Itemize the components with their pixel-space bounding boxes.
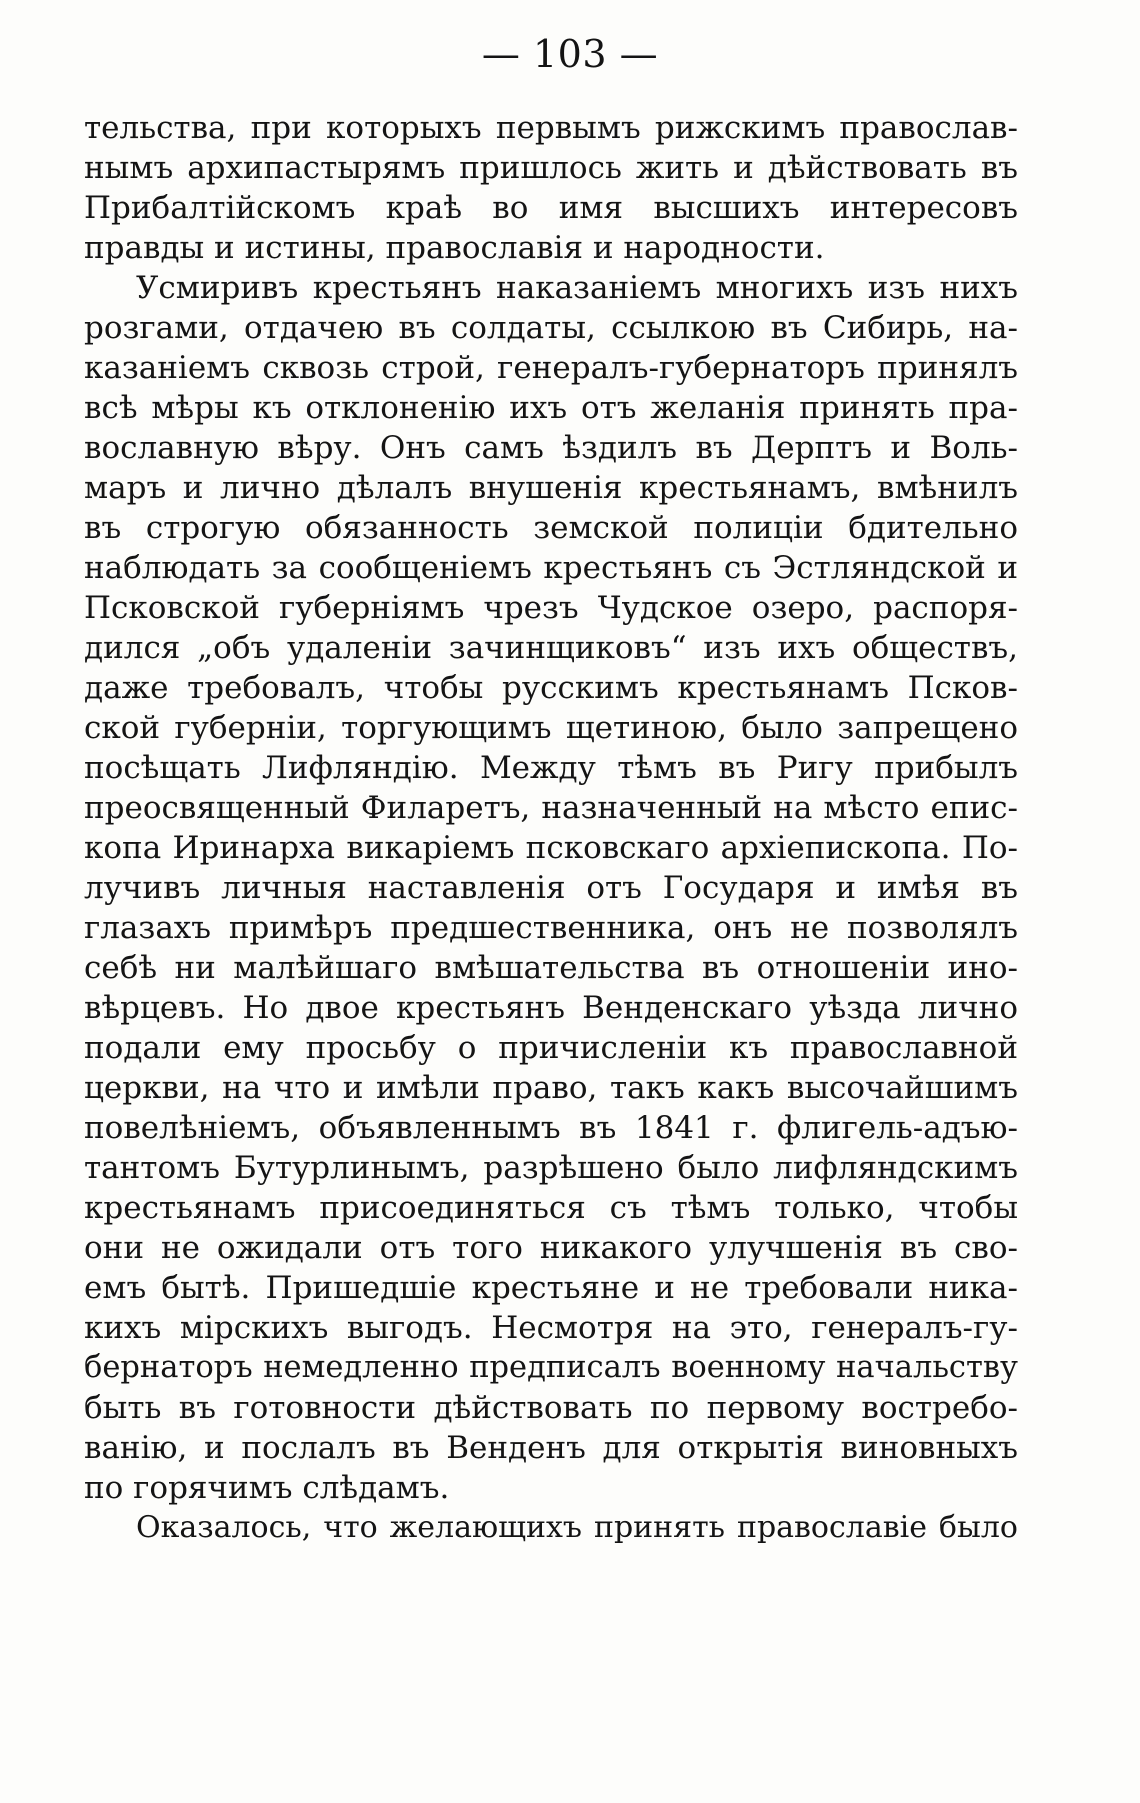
text-line: Усмиривъ крестьянъ наказанiемъ многихъ изъ нихъ <box>136 270 1018 306</box>
text-line: емъ бытѣ. Пришедшiе крестьяне и не требовали ника- <box>84 1270 1018 1306</box>
text-line: себѣ ни малѣйшаго вмѣшательства въ отношенiи ино- <box>84 950 1018 986</box>
text-line: всѣ мѣры къ отклоненiю ихъ отъ желанiя принять пра- <box>84 390 1018 426</box>
text-line: преосвященный Филаретъ, назначенный на мѣсто епис- <box>84 790 1018 826</box>
text-line: наблюдать за сообщенiемъ крестьянъ съ Эстляндской и <box>84 550 1018 586</box>
text-line: ской губернiи, торгующимъ щетиною, было запрещено <box>84 710 1018 746</box>
text-line: дился „объ удаленiи зачинщиковъ“ изъ ихъ обществъ, <box>84 630 1018 666</box>
text-line: вославную вѣру. Онъ самъ ѣздилъ въ Дерптъ и Воль- <box>84 430 1018 466</box>
paragraph-2 <box>84 268 1018 1508</box>
text-line: вѣрцевъ. Но двое крестьянъ Венденскаго уѣзда лично <box>84 990 1018 1026</box>
text-line: бернаторъ немедленно предписалъ военному начальству <box>84 1350 1018 1385</box>
page-number-header: — 103 — <box>481 32 659 76</box>
text-line: быть въ готовности дѣйствовать по первому востребо- <box>84 1390 1018 1426</box>
text-line: посѣщать Лифляндiю. Между тѣмъ въ Ригу прибылъ <box>84 750 1018 786</box>
text-line: маръ и лично дѣлалъ внушенiя крестьянамъ, вмѣнилъ <box>84 470 1018 506</box>
text-line: глазахъ примѣръ предшественника, онъ не позволялъ <box>84 910 1018 946</box>
text-line: въ строгую обязанность земской полицiи бдительно <box>84 510 1018 546</box>
text-line: нымъ архипастырямъ пришлось жить и дѣйствовать въ <box>84 150 1018 186</box>
text-line: Прибалтiйскомъ краѣ во имя высшихъ интересовъ <box>84 190 1018 226</box>
text-line: церкви, на что и имѣли право, такъ какъ высочайшимъ <box>84 1070 1018 1106</box>
text-line: правды и истины, православiя и народности. <box>84 230 825 266</box>
text-line: розгами, отдачею въ солдаты, ссылкою въ Сибирь, на- <box>84 310 1018 346</box>
paragraph-3 <box>84 1508 1018 1548</box>
text-line: кихъ мiрскихъ выгодъ. Несмотря на это, генералъ-гу- <box>84 1310 1018 1346</box>
text-line: лучивъ личныя наставленiя отъ Государя и имѣя въ <box>84 870 1018 906</box>
text-line: повелѣнiемъ, объявленнымъ въ 1841 г. флигель-адъю- <box>84 1110 1018 1146</box>
text-line: они не ожидали отъ того никакого улучшенiя въ сво- <box>84 1230 1018 1266</box>
paragraph-1 <box>84 108 1018 268</box>
page-body-text <box>84 108 1018 1548</box>
text-line: Оказалось, что желающихъ принять православiе было <box>136 1510 1018 1545</box>
text-line: копа Иринарха викарiемъ псковскаго архiепископа. По- <box>84 830 1018 866</box>
text-line: по горячимъ слѣдамъ. <box>84 1470 450 1506</box>
text-line: казанiемъ сквозь строй, генералъ-губернаторъ принялъ <box>84 350 1018 386</box>
text-line: даже требовалъ, чтобы русскимъ крестьянамъ Псков- <box>84 670 1018 706</box>
text-line: крестьянамъ присоединяться съ тѣмъ только, чтобы <box>84 1190 1018 1226</box>
text-line: Псковской губернiямъ чрезъ Чудское озеро, распоря- <box>84 590 1018 626</box>
text-line: ванiю, и послалъ въ Венденъ для открытiя виновныхъ <box>84 1430 1018 1466</box>
text-line: тельства, при которыхъ первымъ рижскимъ православ- <box>84 110 1018 146</box>
text-line: тантомъ Бутурлинымъ, разрѣшено было лифляндскимъ <box>84 1150 1018 1186</box>
text-line: подали ему просьбу о причисленiи къ православной <box>84 1030 1018 1066</box>
